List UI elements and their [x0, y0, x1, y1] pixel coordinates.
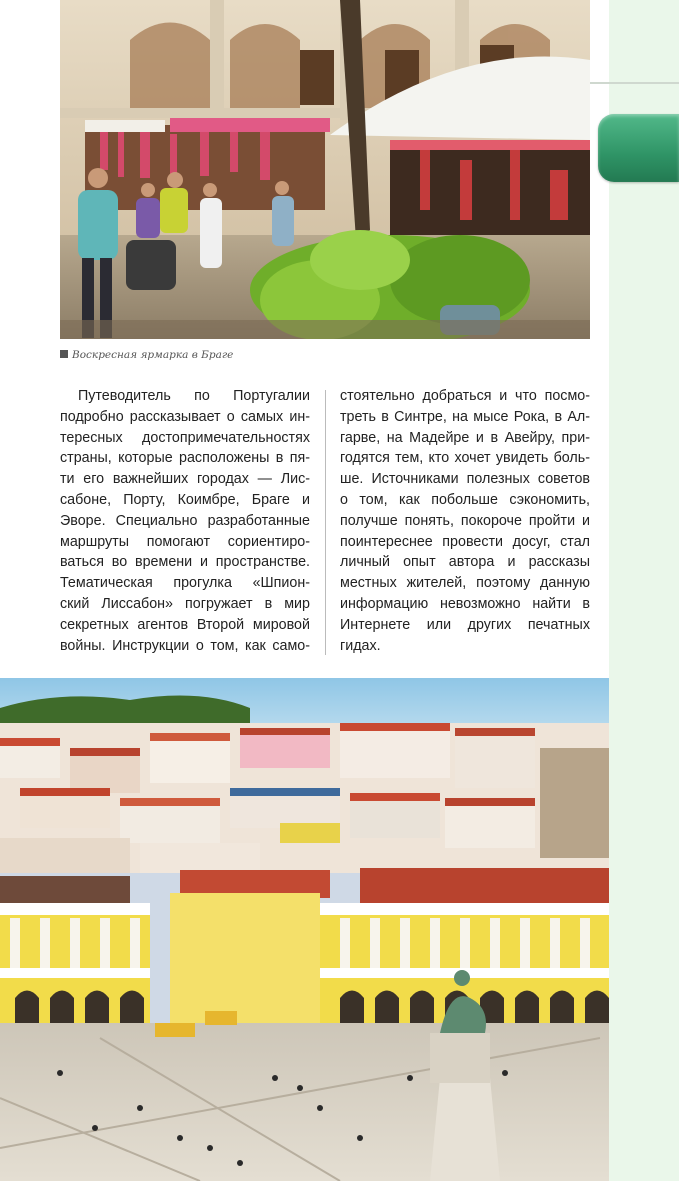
text-line: годятся тем, кто хочет увидеть боль-: [340, 450, 590, 467]
lisbon-photo: [0, 678, 609, 1181]
text-line: ше. Источниками полезных советов: [340, 471, 590, 488]
text-line: маршруты помогают сориентиро-: [60, 533, 310, 550]
text-line: гидах.: [340, 637, 381, 654]
text-line: стоятельно добраться и что посмо-: [340, 388, 590, 404]
text-line: сабоне, Порту, Коимбре, Браге и: [60, 491, 310, 508]
caption-text: Воскресная ярмарка в Браге: [72, 349, 234, 361]
text-line: информацию невозможно найти в: [340, 595, 590, 612]
section-tab[interactable]: [598, 114, 679, 182]
text-line: ваться во времени и пространстве.: [60, 554, 310, 571]
paragraph-left: [60, 386, 310, 656]
text-line: Эворе. Специально разработанные: [60, 512, 310, 529]
text-line: гарве, на Мадейре и в Авейру, при-: [340, 429, 590, 446]
text-line: треть в Синтре, на мысе Рока, в Ал-: [340, 408, 590, 425]
text-line: страны, которые расположены в пя-: [60, 450, 310, 467]
caption-marker: [60, 350, 68, 358]
paragraph-right: [340, 386, 590, 656]
text-line: получше понять, покороче пройти и: [340, 512, 590, 529]
text-line: Тематическая прогулка «Шпион-: [60, 575, 310, 592]
text-column-right: [340, 386, 590, 656]
text-line: личный опыт автора и рассказы: [340, 554, 590, 571]
text-column-left: [60, 386, 310, 656]
text-line: подробно рассказывает о самых ин-: [60, 408, 310, 425]
text-line: тересных достопримечательностях: [60, 429, 310, 446]
text-line: о том, как побольше сэкономить,: [340, 491, 590, 508]
text-line: ти его важнейших городах — Лис-: [60, 471, 310, 488]
photo-caption: [60, 349, 233, 363]
text-line: ский Лиссабон» погружает в мир: [60, 595, 310, 612]
text-line: поинтереснее провести досуг, стал: [340, 533, 590, 550]
text-line: Путеводитель по Португалии: [78, 388, 310, 404]
text-line: секретных агентов Второй мировой: [60, 616, 310, 633]
side-rule: [590, 82, 679, 84]
text-line: войны. Инструкции о том, как само-: [60, 637, 310, 654]
text-line: Интернете или других печатных: [340, 616, 590, 633]
text-line: местных жителей, поэтому данную: [340, 575, 590, 592]
fair-photo: [60, 0, 590, 339]
column-divider: [325, 390, 326, 655]
